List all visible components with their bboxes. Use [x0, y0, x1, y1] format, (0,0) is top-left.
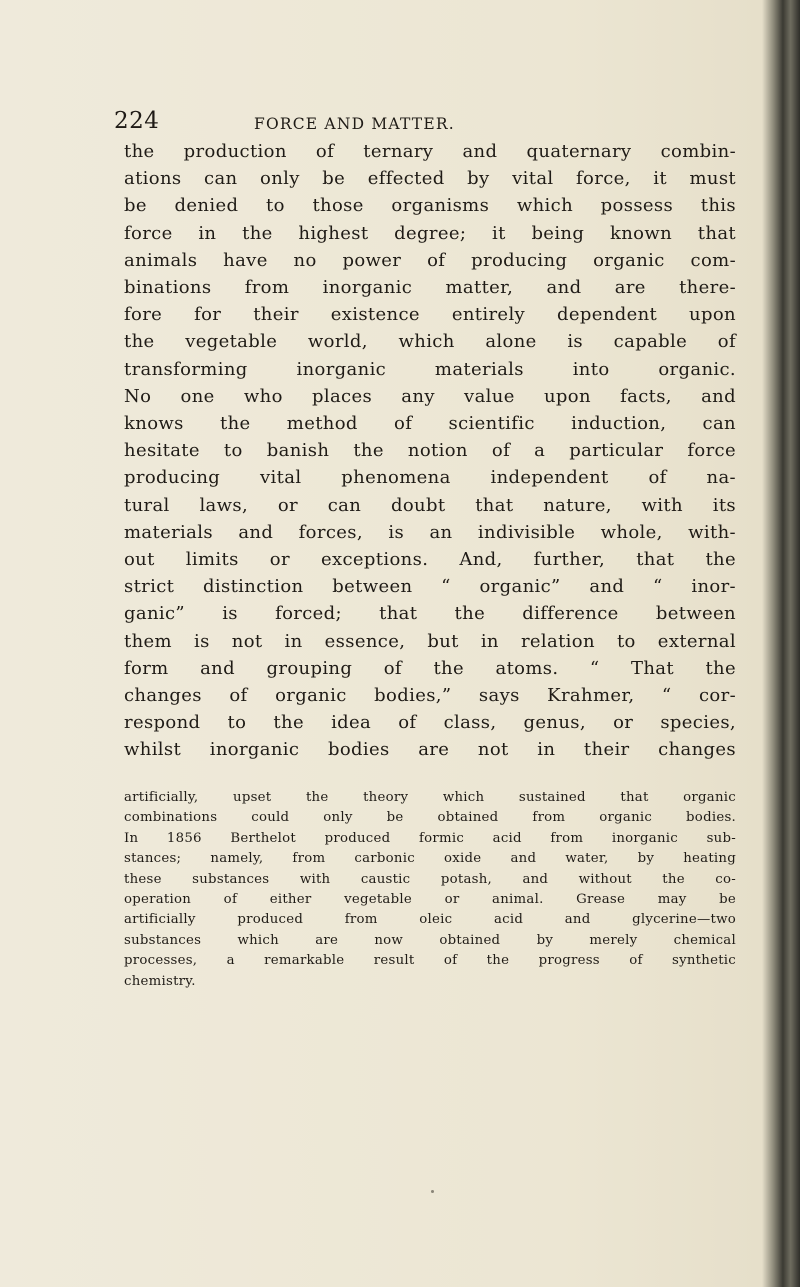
book-binding-edge: [762, 0, 800, 1287]
text-line: animals have no power of producing organic com-: [124, 249, 736, 271]
page-number: 224: [114, 108, 160, 134]
footnote: [124, 788, 736, 992]
text-line: out limits or exceptions. And, further, that the: [124, 549, 736, 571]
footnote-line: processes, a remarkable result of the progress of synthetic: [124, 953, 736, 969]
footnote-line: stances; namely, from carbonic oxide and water, by heating: [124, 851, 736, 867]
footnote-line: artificially, upset the theory which sustained that organic: [124, 790, 736, 805]
text-line: materials and forces, is an indivisible whole, with-: [124, 521, 736, 543]
main-text: [124, 138, 736, 764]
text-line: binations from inorganic matter, and are there-: [124, 277, 736, 299]
text-line: producing vital phenomena independent of na-: [124, 467, 736, 489]
text-line: knows the method of scientific induction, can: [124, 413, 736, 435]
text-line: force in the highest degree; it being known that: [124, 222, 736, 244]
text-line: respond to the idea of class, genus, or species,: [124, 712, 736, 734]
text-line: them is not in essence, but in relation to external: [124, 630, 736, 652]
text-line: ganic” is forced; that the difference between: [124, 603, 736, 625]
text-line: fore for their existence entirely dependent upon: [124, 304, 736, 326]
text-line: whilst inorganic bodies are not in their changes: [124, 739, 736, 761]
text-line: strict distinction between “ organic” and “ inor-: [124, 576, 736, 598]
text-line: the vegetable world, which alone is capable of: [124, 331, 736, 353]
running-head: FORCE AND MATTER.: [254, 115, 455, 133]
text-line: ations can only be effected by vital force, it must: [124, 168, 736, 190]
text-line: No one who places any value upon facts, and: [124, 385, 736, 407]
footnote-line: chemistry.: [124, 973, 196, 989]
footnote-line: In 1856 Berthelot produced formic acid from inorganic sub-: [124, 830, 736, 846]
footnote-line: substances which are now obtained by merely chemical: [124, 932, 736, 948]
ink-speck: [431, 1190, 434, 1193]
text-line: changes of organic bodies,” says Krahmer, “ cor-: [124, 685, 736, 707]
footnote-line: operation of either vegetable or animal. Grease may be: [124, 892, 736, 908]
text-line: hesitate to banish the notion of a particular force: [124, 440, 736, 462]
footnote-line: artificially produced from oleic acid and glycerine—two: [124, 912, 736, 928]
text-line: be denied to those organisms which possess this: [124, 195, 736, 217]
text-line: form and grouping of the atoms. “ That the: [124, 657, 736, 679]
text-line: transforming inorganic materials into organic.: [124, 358, 736, 380]
footnote-line: combinations could only be obtained from organic bodies.: [124, 810, 736, 826]
footnote-line: these substances with caustic potash, and without the co-: [124, 871, 736, 887]
text-line: the production of ternary and quaternary combin-: [124, 141, 736, 162]
text-line: tural laws, or can doubt that nature, with its: [124, 494, 736, 516]
